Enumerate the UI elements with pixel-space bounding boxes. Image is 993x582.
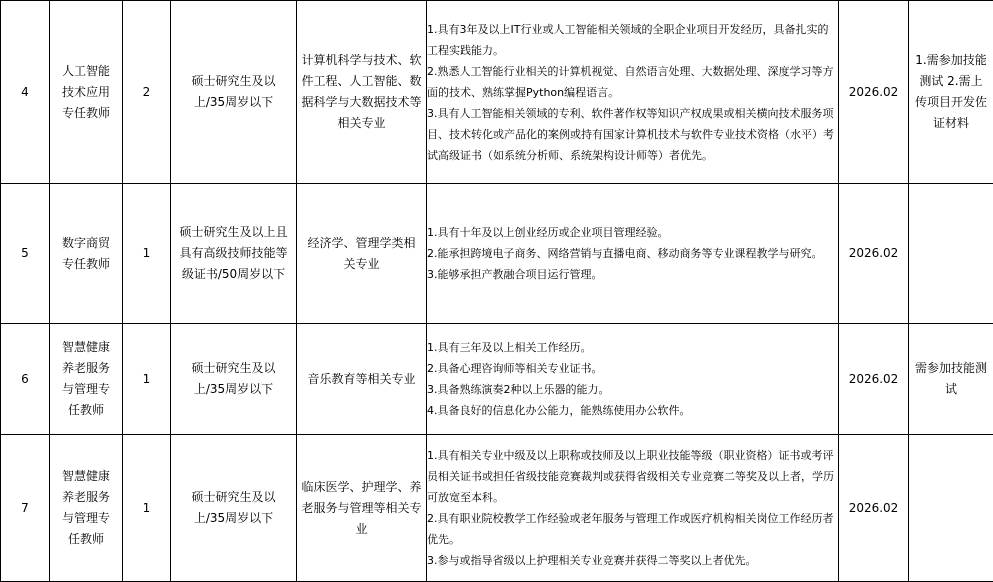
other-requirements — [427, 324, 839, 435]
remarks: 需参加技能测试 — [909, 324, 993, 435]
remarks — [909, 184, 993, 324]
other-requirements — [427, 435, 839, 582]
major-requirement: 音乐教育等相关专业 — [297, 324, 427, 435]
remarks: 1.需参加技能测试 2.需上传项目开发佐证材料 — [909, 1, 993, 184]
position-name: 智慧健康养老服务与管理专任教师 — [50, 324, 123, 435]
requirement-item: 3.能够承担产教融合项目运行管理。 — [427, 264, 838, 285]
requirement-item: 2.具有职业院校教学工作经验或老年服务与管理工作或医疗机构相关岗位工作经历者优先。 — [427, 508, 838, 550]
major-requirement: 经济学、管理学类相关专业 — [297, 184, 427, 324]
education-requirement: 硕士研究生及以上/35周岁以下 — [171, 435, 297, 582]
other-requirements — [427, 1, 839, 184]
education-requirement: 硕士研究生及以上且具有高级技师技能等级证书/50周岁以下 — [171, 184, 297, 324]
position-name: 智慧健康养老服务与管理专任教师 — [50, 435, 123, 582]
major-requirement: 临床医学、护理学、养老服务与管理等相关专业 — [297, 435, 427, 582]
requirement-item: 3.具备熟练演奏2种以上乐器的能力。 — [427, 379, 838, 400]
major-requirement: 计算机科学与技术、软件工程、人工智能、数据科学与大数据技术等相关专业 — [297, 1, 427, 184]
row-number: 6 — [1, 324, 50, 435]
requirement-item: 1.具有三年及以上相关工作经历。 — [427, 337, 838, 358]
other-requirements — [427, 184, 839, 324]
position-name: 人工智能技术应用专任教师 — [50, 1, 123, 184]
position-name: 数字商贸专任教师 — [50, 184, 123, 324]
remarks — [909, 435, 993, 582]
hire-count: 1 — [123, 435, 171, 582]
start-date: 2026.02 — [839, 1, 909, 184]
requirement-item: 1.具有相关专业中级及以上职称或技师及以上职业技能等级（职业资格）证书或考评员相关证书或担任省级技能竞赛裁判或获得省级相关专业竞赛二等奖及以上者，学历可放宽至本科。 — [427, 445, 838, 508]
requirement-item: 2.能承担跨境电子商务、网络营销与直播电商、移动商务等专业课程教学与研究。 — [427, 243, 838, 264]
hire-count: 2 — [123, 1, 171, 184]
table-row — [1, 324, 993, 435]
requirement-item: 1.具有3年及以上IT行业或人工智能相关领域的全职企业项目开发经历，具备扎实的工程实践能力。 — [427, 19, 838, 61]
start-date: 2026.02 — [839, 184, 909, 324]
row-number: 5 — [1, 184, 50, 324]
table-row — [1, 435, 993, 582]
requirement-item: 3.参与或指导省级以上护理相关专业竞赛并获得二等奖以上者优先。 — [427, 550, 838, 571]
education-requirement: 硕士研究生及以上/35周岁以下 — [171, 1, 297, 184]
requirement-item: 1.具有十年及以上创业经历或企业项目管理经验。 — [427, 222, 838, 243]
requirement-item: 2.具备心理咨询师等相关专业证书。 — [427, 358, 838, 379]
requirement-item: 3.具有人工智能相关领域的专利、软件著作权等知识产权成果或相关横向技术服务项目、技术转化或产品化的案例或持有国家计算机技术与软件专业技术资格（水平）考试高级证书（如系统分析师、系统架构设计师等）者优先。 — [427, 103, 838, 166]
hire-count: 1 — [123, 184, 171, 324]
start-date: 2026.02 — [839, 435, 909, 582]
table-row — [1, 1, 993, 184]
requirement-item: 2.熟悉人工智能行业相关的计算机视觉、自然语言处理、大数据处理、深度学习等方面的技术、熟练掌握Python编程语言。 — [427, 61, 838, 103]
requirement-item: 4.具备良好的信息化办公能力，能熟练使用办公软件。 — [427, 400, 838, 421]
start-date: 2026.02 — [839, 324, 909, 435]
table-row — [1, 184, 993, 324]
row-number: 7 — [1, 435, 50, 582]
education-requirement: 硕士研究生及以上/35周岁以下 — [171, 324, 297, 435]
row-number: 4 — [1, 1, 50, 184]
hire-count: 1 — [123, 324, 171, 435]
